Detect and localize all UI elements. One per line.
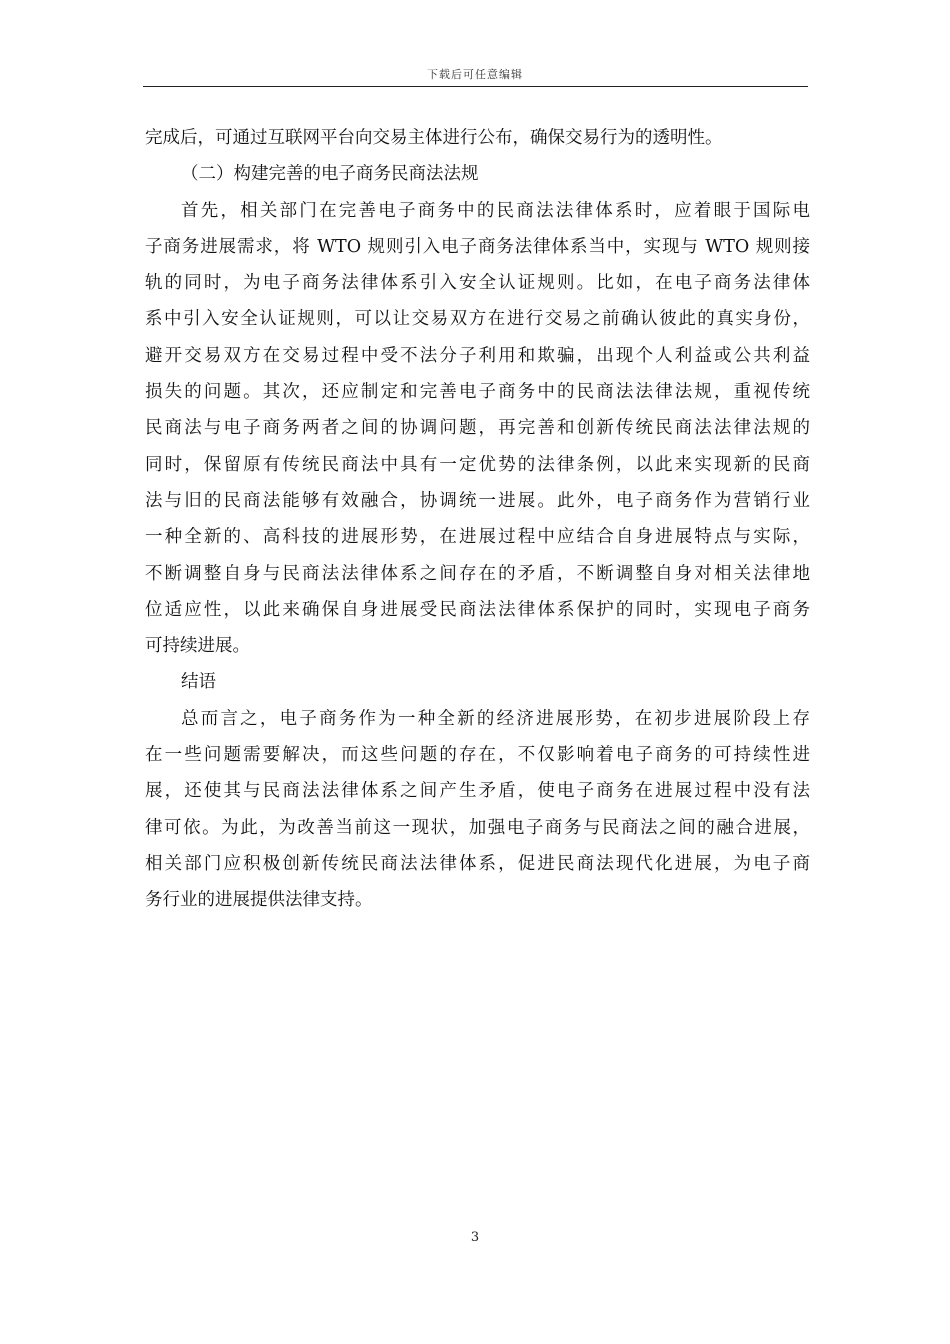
text-line: 总而言之，电子商务作为一种全新的经济进展形势，在初步进展阶段上存 xyxy=(181,708,810,729)
text-line: 完成后，可通过互联网平台向交易主体进行公布，确保交易行为的透明性。 xyxy=(145,128,723,148)
heading-line: 结语 xyxy=(181,672,216,693)
text-line: 系中引入安全认证规则，可以让交易双方在进行交易之前确认彼此的真实身份， xyxy=(145,309,810,330)
text-line: 民商法与电子商务两者之间的协调问题，再完善和创新传统民商法法律法规的 xyxy=(145,418,810,439)
document-body xyxy=(145,120,810,919)
page-header: 下载后可任意编辑 xyxy=(427,68,523,81)
text-line: 子商务进展需求，将 WTO 规则引入电子商务法律体系当中，实现与 WTO 规则接 xyxy=(145,236,810,257)
text-line: 法与旧的民商法能够有效融合，协调统一进展。此外，电子商务作为营销行业 xyxy=(145,490,810,511)
paragraph-body xyxy=(145,193,810,665)
text-line: 同时，保留原有传统民商法中具有一定优势的法律条例，以此来实现新的民商 xyxy=(145,454,810,475)
text-line: 展，还使其与民商法法律体系之间产生矛盾，使电子商务在进展过程中没有法 xyxy=(145,781,810,802)
text-line: 在一些问题需要解决，而这些问题的存在，不仅影响着电子商务的可持续性进 xyxy=(145,745,810,766)
text-line: 位适应性，以此来确保自身进展受民商法法律体系保护的同时，实现电子商务 xyxy=(145,599,810,620)
text-line: 损失的问题。其次，还应制定和完善电子商务中的民商法法律法规，重视传统 xyxy=(145,382,810,403)
text-line: 避开交易双方在交易过程中受不法分子利用和欺骗，出现个人利益或公共利益 xyxy=(145,345,810,366)
heading-line: （二）构建完善的电子商务民商法法规 xyxy=(181,164,479,185)
text-line: 一种全新的、高科技的进展形势，在进展过程中应结合自身进展特点与实际， xyxy=(145,527,810,548)
paragraph-conclusion xyxy=(145,701,810,919)
conclusion-heading xyxy=(145,664,810,700)
text-line: 律可依。为此，为改善当前这一现状，加强电子商务与民商法之间的融合进展， xyxy=(145,817,810,838)
page-number: 3 xyxy=(470,1230,480,1245)
text-line: 首先，相关部门在完善电子商务中的民商法法律体系时，应着眼于国际电 xyxy=(181,200,810,221)
text-line: 不断调整自身与民商法法律体系之间存在的矛盾，不断调整自身对相关法律地 xyxy=(145,563,810,584)
header-rule xyxy=(143,86,808,87)
paragraph-continuation xyxy=(145,120,810,156)
text-line: 相关部门应积极创新传统民商法法律体系，促进民商法现代化进展，为电子商 xyxy=(145,853,810,874)
section-heading xyxy=(145,156,810,192)
text-line: 可持续进展。 xyxy=(145,636,250,657)
text-line: 务行业的进展提供法律支持。 xyxy=(145,890,373,911)
text-line: 轨的同时，为电子商务法律体系引入安全认证规则。比如，在电子商务法律体 xyxy=(145,273,810,294)
